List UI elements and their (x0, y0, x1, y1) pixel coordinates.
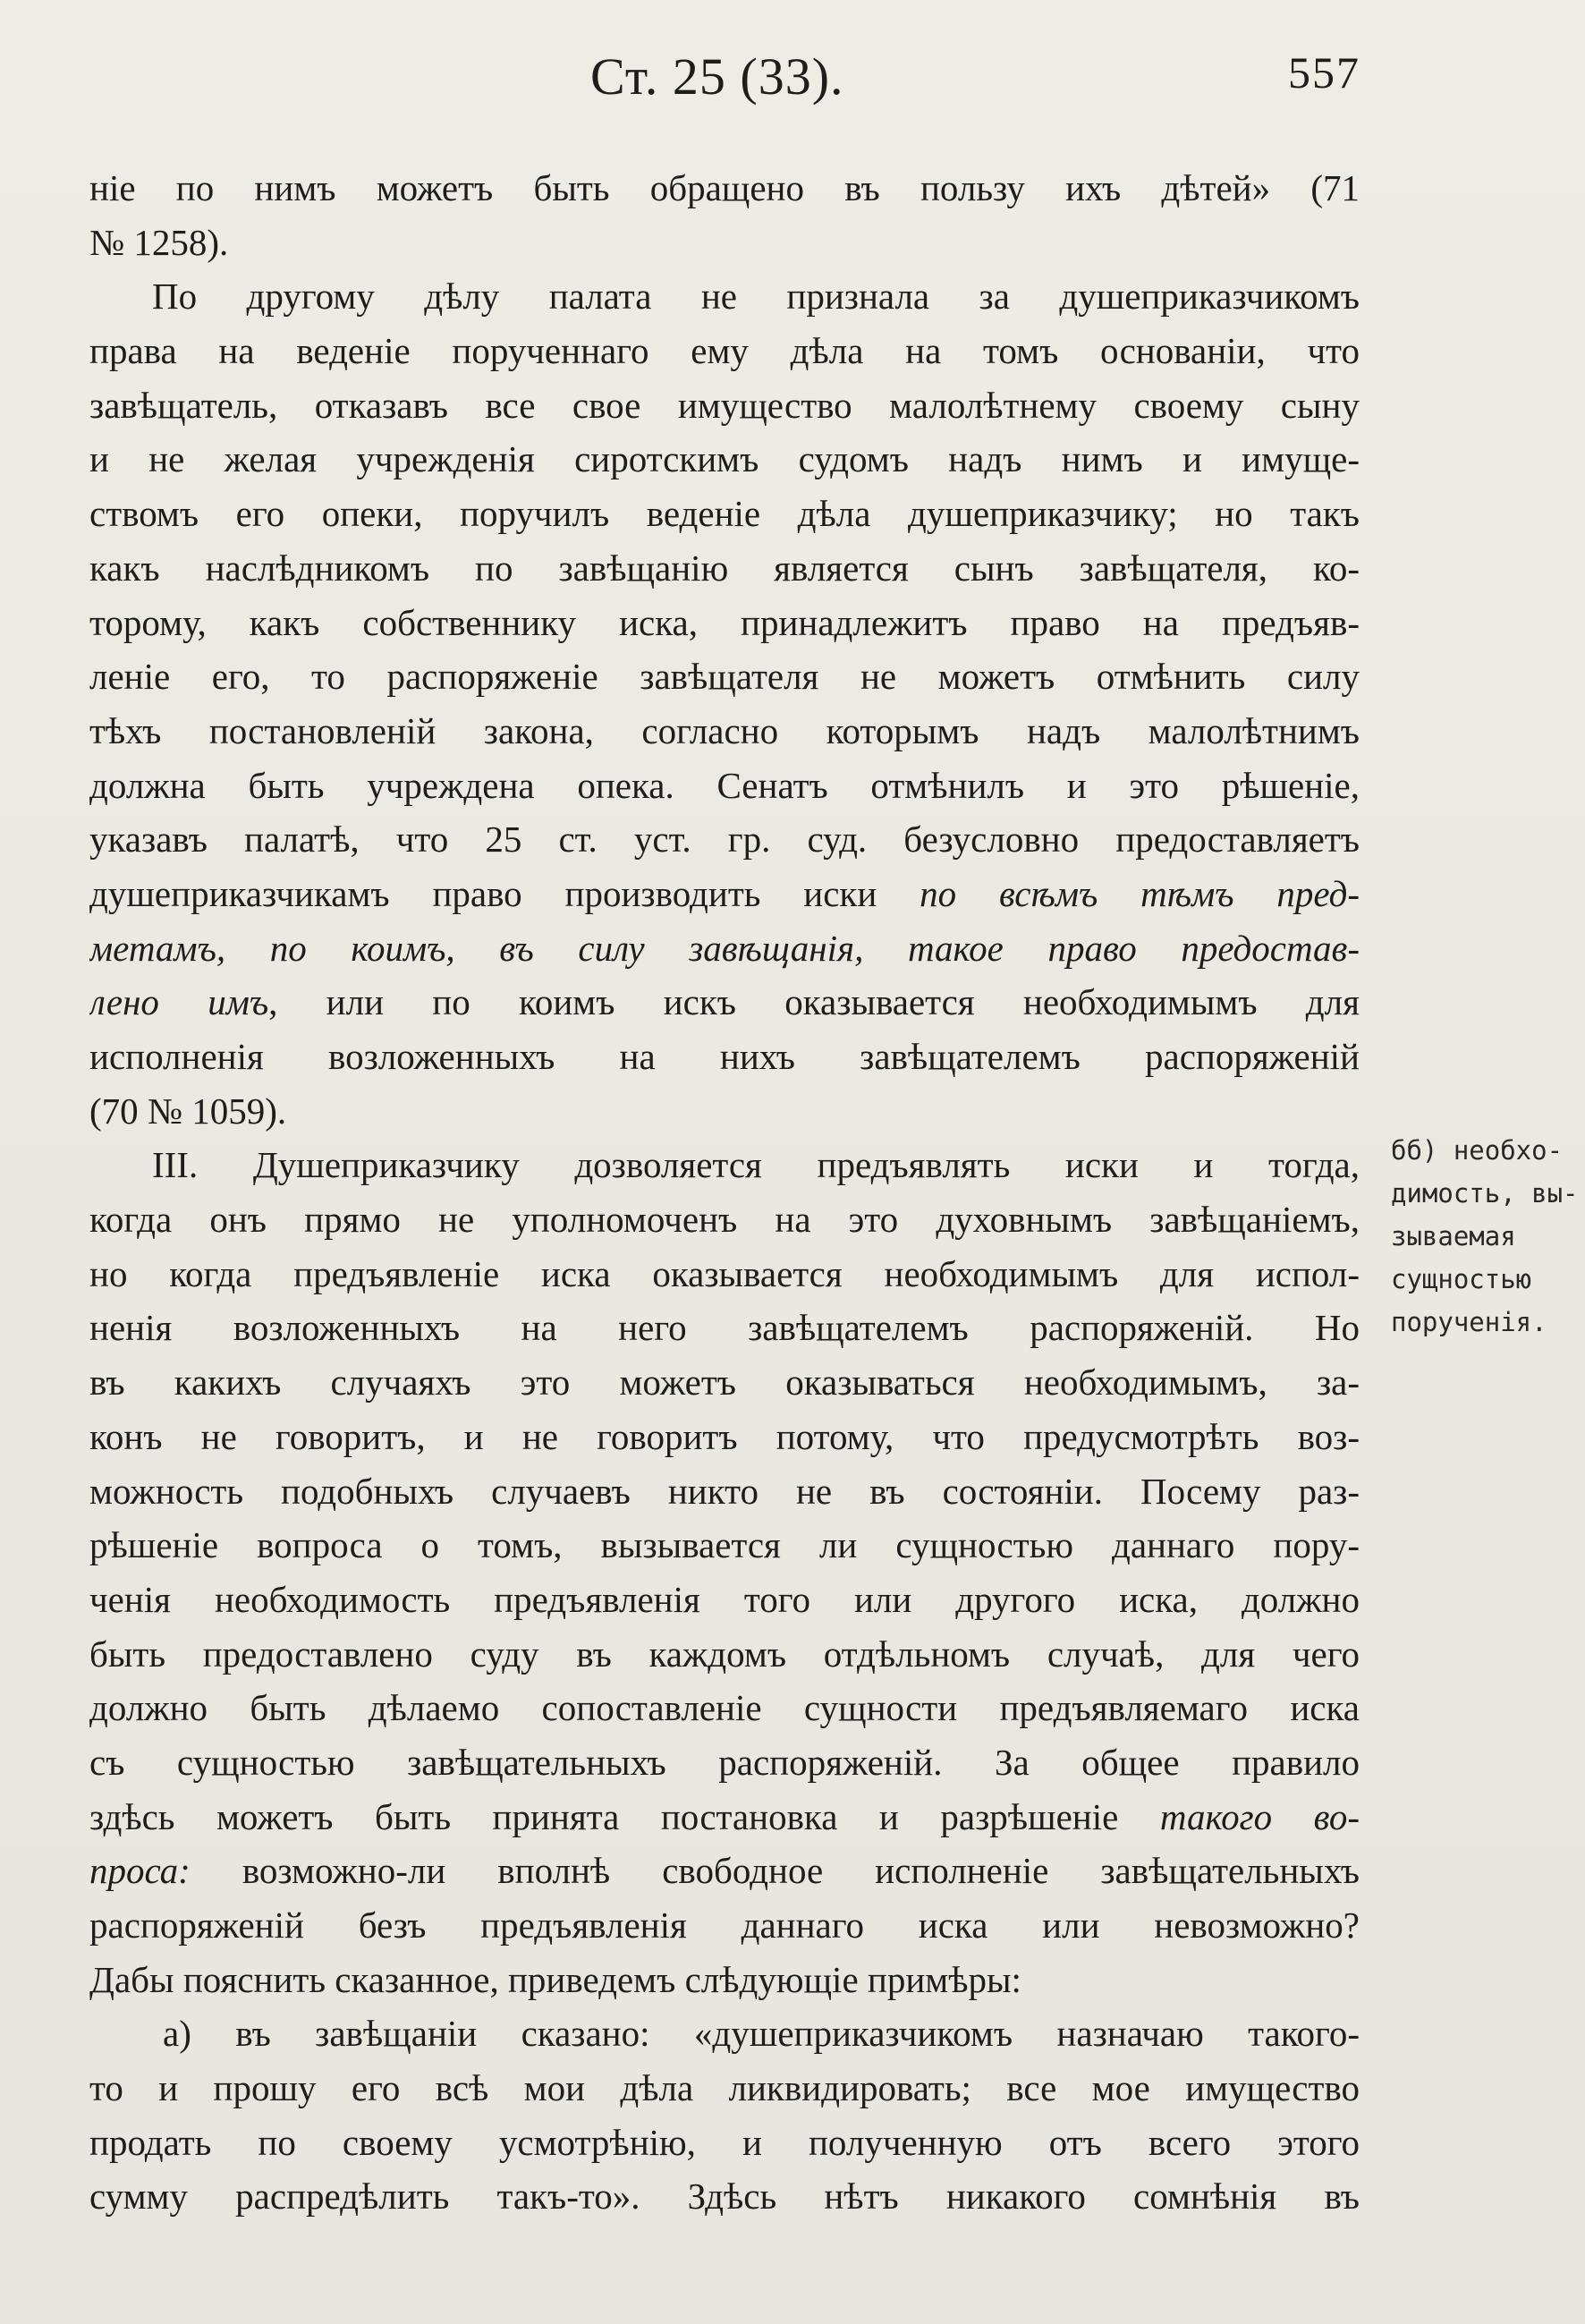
text-segment: , или по коимъ искъ оказывается необходимымъ для (268, 981, 1360, 1023)
text-segment: должна быть учреждена опека. Сенатъ отмѣнилъ и это рѣшеніе, (89, 764, 1360, 806)
text-segment: и не желая учрежденія сиротскимъ судомъ надъ нимъ и имуще- (89, 438, 1360, 480)
text-line (89, 1627, 1360, 1682)
text-line (89, 161, 1360, 216)
text-segment: можность подобныхъ случаевъ никто не въ состояніи. Посему раз- (89, 1470, 1360, 1512)
text-line (89, 1790, 1360, 1845)
text-line (89, 1518, 1360, 1573)
text-segment: продать по своему усмотрѣнію, и полученную отъ всего этого (89, 2121, 1360, 2163)
text-segment: ніе по нимъ можетъ быть обращено въ пользу ихъ дѣтей» (71 (89, 167, 1360, 208)
text-line (89, 921, 1360, 976)
text-segment: рѣшеніе вопроса о томъ, вызывается ли сущностью даннаго пору- (89, 1524, 1360, 1566)
text-segment: (70 № 1059). (89, 1090, 287, 1132)
text-segment: распоряженій безъ предъявленія даннаго иска или невозможно? (89, 1904, 1360, 1946)
text-line (89, 2006, 1360, 2061)
text-line (89, 2061, 1360, 2116)
text-line (89, 1898, 1360, 1953)
italic-text: лено имъ (89, 981, 269, 1023)
text-line (89, 759, 1360, 813)
text-line (89, 269, 1360, 324)
text-segment: завѣщатель, отказавъ все свое имущество малолѣтнему своему сыну (89, 384, 1360, 426)
text-line (89, 324, 1360, 378)
margin-note-line: бб) необхо- (1391, 1135, 1564, 1166)
body-text (89, 161, 1360, 2224)
text-line (89, 2169, 1360, 2224)
running-head (0, 47, 1585, 118)
text-line (89, 1735, 1360, 1790)
text-segment: а) въ завѣщаніи сказано: «душеприказчикомъ назначаю такого- (163, 2013, 1360, 2055)
text-line (89, 541, 1360, 596)
text-line (89, 704, 1360, 759)
text-line (89, 1464, 1360, 1519)
text-segment: торому, какъ собственнику иска, принадлежитъ право на предъяв- (89, 601, 1360, 643)
text-line (89, 378, 1360, 433)
text-line (89, 1247, 1360, 1302)
text-line (89, 1953, 1360, 2007)
text-segment: ствомъ его опеки, поручилъ веденіе дѣла душеприказчику; но такъ (89, 493, 1360, 535)
text-segment: съ сущностью завѣщательныхъ распоряженій. За общее правило (89, 1741, 1360, 1783)
text-line (89, 1138, 1360, 1192)
text-line (89, 649, 1360, 704)
text-segment: ненія возложенныхъ на него завѣщателемъ распоряженій. Но (89, 1307, 1360, 1349)
text-line (89, 2116, 1360, 2170)
text-segment: но когда предъявленіе иска оказывается необходимымъ для испол- (89, 1252, 1360, 1294)
text-segment: Дабы пояснить сказанное, приведемъ слѣдующіе примѣры: (89, 1958, 1021, 2000)
text-segment: быть предоставлено суду въ каждомъ отдѣльномъ случаѣ, для чего (89, 1633, 1360, 1675)
page-title: Ст. 25 (33). (590, 47, 844, 106)
text-line (89, 1084, 1360, 1139)
text-segment: тѣхъ постановленій закона, согласно которымъ надъ малолѣтнимъ (89, 709, 1360, 751)
text-line (89, 867, 1360, 921)
text-line (89, 975, 1360, 1030)
italic-text: проса: (89, 1850, 191, 1892)
italic-text: по всѣмъ тѣмъ пред- (920, 872, 1360, 914)
text-segment: сумму распредѣлить такъ-то». Здѣсь нѣтъ никакого сомнѣнія въ (89, 2176, 1360, 2218)
text-line (89, 487, 1360, 541)
text-line (89, 812, 1360, 867)
text-segment: должно быть дѣлаемо сопоставленіе сущности предъявляемаго иска (89, 1687, 1360, 1729)
italic-text: метамъ, по коимъ, въ силу завѣщанія, такое право предостав- (89, 927, 1360, 969)
text-segment: исполненія возложенныхъ на нихъ завѣщателемъ распоряженій (89, 1036, 1360, 1077)
italic-text: такого во- (1159, 1795, 1360, 1837)
text-segment: № 1258). (89, 221, 229, 263)
margin-note-line: зываемая (1391, 1221, 1516, 1251)
text-line (89, 1192, 1360, 1247)
text-segment: леніе его, то распоряженіе завѣщателя не можетъ отмѣнить силу (89, 656, 1360, 698)
margin-note (1391, 1129, 1579, 1344)
text-segment: то и прошу его всѣ мои дѣла ликвидировать; все мое имущество (89, 2067, 1360, 2109)
text-line (89, 432, 1360, 487)
text-segment: какъ наслѣдникомъ по завѣщанію является сынъ завѣщателя, ко- (89, 547, 1360, 589)
text-line (89, 1301, 1360, 1355)
text-segment: По другому дѣлу палата не признала за душеприказчикомъ (152, 276, 1360, 318)
text-line (89, 1030, 1360, 1084)
page-number: 557 (1288, 47, 1360, 98)
text-segment: когда онъ прямо не уполномоченъ на это духовнымъ завѣщаніемъ, (89, 1199, 1360, 1241)
text-segment: возможно-ли вполнѣ свободное исполненіе завѣщательныхъ (190, 1850, 1360, 1892)
text-segment: душеприказчикамъ право производить иски (89, 872, 920, 914)
text-segment: здѣсь можетъ быть принята постановка и разрѣшеніе (89, 1795, 1160, 1837)
text-line (89, 596, 1360, 650)
margin-note-line: сущностью (1391, 1264, 1532, 1294)
text-segment: въ какихъ случаяхъ это можетъ оказываться необходимымъ, за- (89, 1361, 1360, 1404)
text-line (89, 1410, 1360, 1464)
text-line (89, 1844, 1360, 1898)
text-line (89, 1681, 1360, 1735)
text-segment: конъ не говоритъ, и не говоритъ потому, что предусмотрѣть воз- (89, 1415, 1360, 1457)
text-line (89, 1573, 1360, 1627)
text-segment: III. Душеприказчику дозволяется предъявлять иски и тогда, (152, 1144, 1360, 1186)
text-line (89, 1355, 1360, 1410)
text-segment: права на веденіе порученнаго ему дѣла на томъ основаніи, что (89, 330, 1360, 372)
text-line (89, 216, 1360, 270)
text-segment: указавъ палатѣ, что 25 ст. уст. гр. суд. безусловно предоставляетъ (89, 818, 1360, 861)
margin-note-line: димость, вы- (1391, 1178, 1579, 1209)
text-segment: ченія необходимость предъявленія того или другого иска, должно (89, 1578, 1360, 1620)
margin-note-line: порученія. (1391, 1307, 1547, 1337)
